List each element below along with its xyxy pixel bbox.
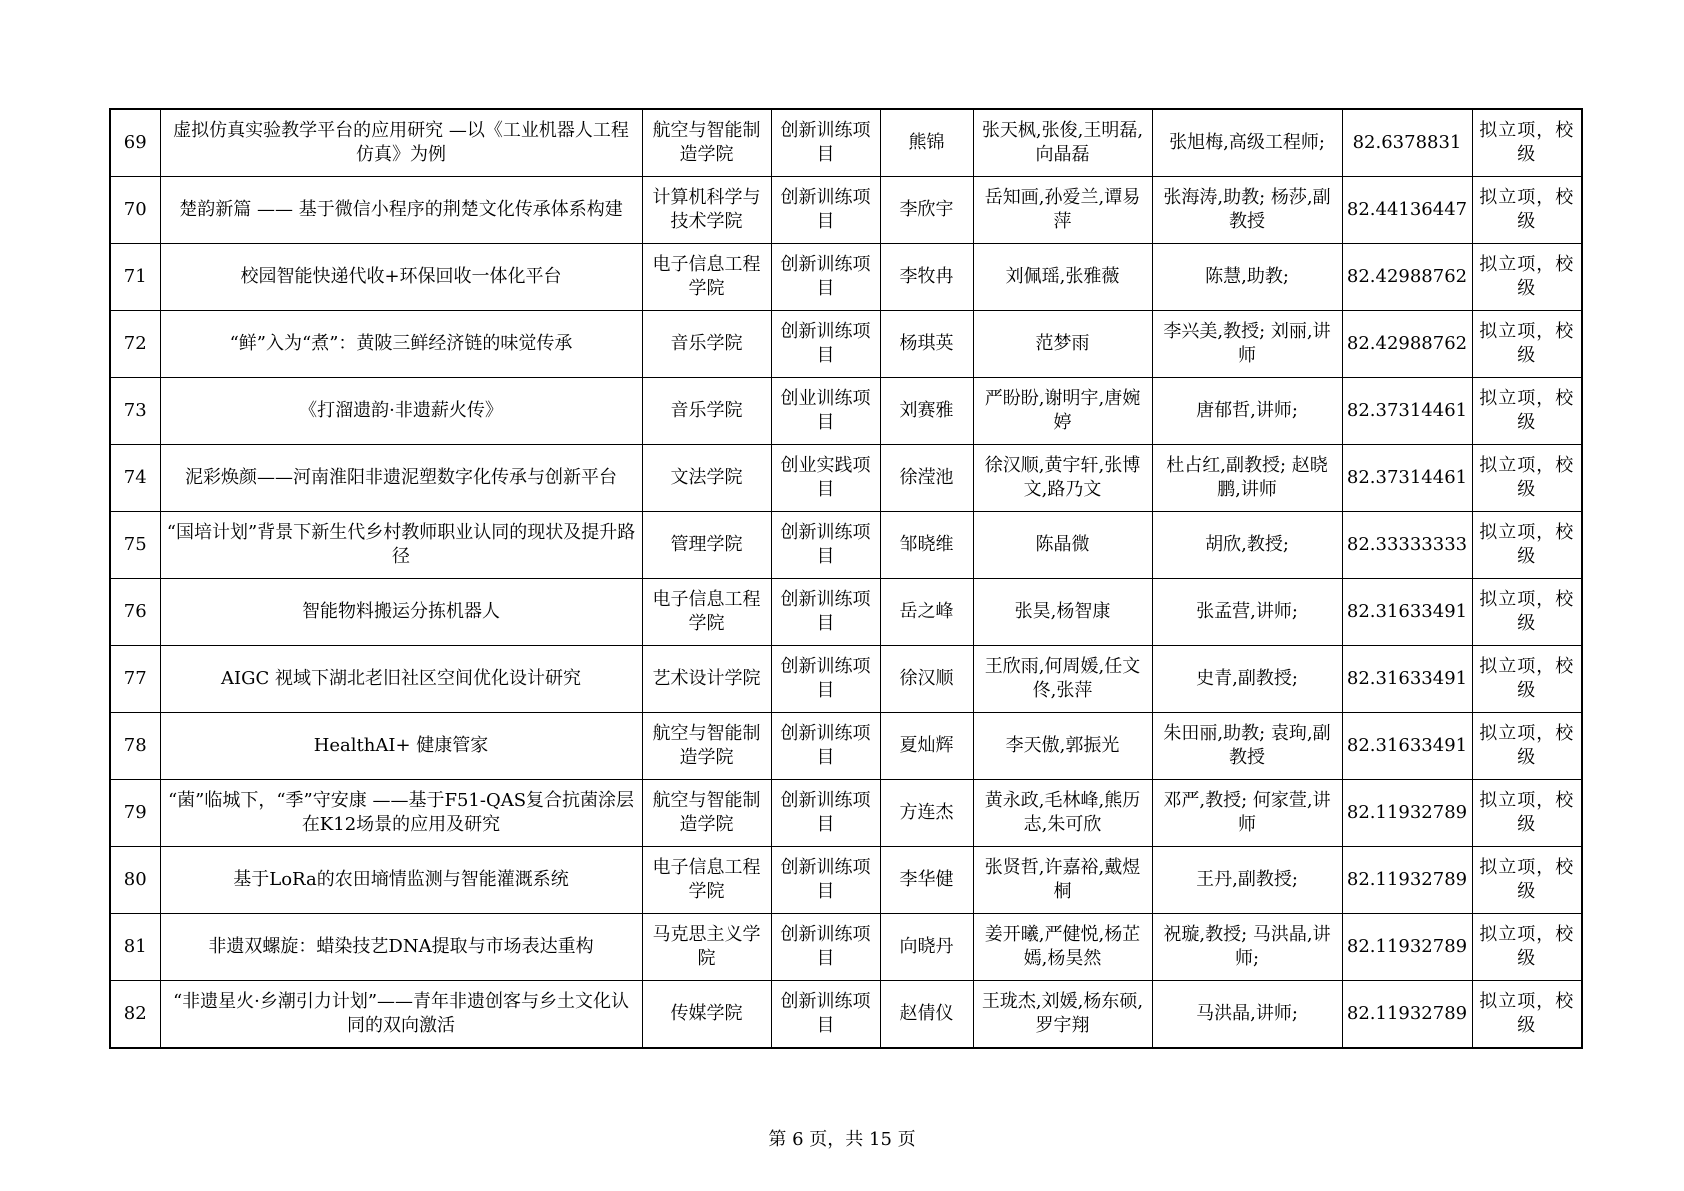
status-cell: 拟立项，校级 <box>1472 109 1582 177</box>
members-cell: 徐汉顺,黄宇轩,张博文,路乃文 <box>973 445 1152 512</box>
leader-cell: 赵倩仪 <box>880 981 973 1049</box>
project-title-cell: 泥彩焕颜——河南淮阳非遗泥塑数字化传承与创新平台 <box>160 445 642 512</box>
college-cell: 航空与智能制造学院 <box>642 109 771 177</box>
leader-cell: 岳之峰 <box>880 579 973 646</box>
table-row <box>110 713 1582 780</box>
project-type-cell: 创新训练项目 <box>771 646 880 713</box>
college-cell: 航空与智能制造学院 <box>642 780 771 847</box>
project-title-cell: 《打溜遗韵·非遗薪火传》 <box>160 378 642 445</box>
college-cell: 航空与智能制造学院 <box>642 713 771 780</box>
table-row <box>110 847 1582 914</box>
table-row <box>110 445 1582 512</box>
members-cell: 张贤哲,许嘉裕,戴煜桐 <box>973 847 1152 914</box>
advisor-cell: 祝璇,教授; 马洪晶,讲师; <box>1152 914 1342 981</box>
project-type-cell: 创业实践项目 <box>771 445 880 512</box>
leader-cell: 李牧冉 <box>880 244 973 311</box>
advisor-cell: 张旭梅,高级工程师; <box>1152 109 1342 177</box>
project-type-cell: 创新训练项目 <box>771 780 880 847</box>
row-number-cell: 72 <box>110 311 160 378</box>
members-cell: 王欣雨,何周媛,任文佟,张萍 <box>973 646 1152 713</box>
status-cell: 拟立项，校级 <box>1472 311 1582 378</box>
score-cell: 82.33333333 <box>1342 512 1472 579</box>
table-row <box>110 981 1582 1049</box>
score-cell: 82.31633491 <box>1342 646 1472 713</box>
advisor-cell: 唐郁哲,讲师; <box>1152 378 1342 445</box>
table-row <box>110 579 1582 646</box>
project-type-cell: 创新训练项目 <box>771 713 880 780</box>
college-cell: 计算机科学与技术学院 <box>642 177 771 244</box>
status-cell: 拟立项，校级 <box>1472 244 1582 311</box>
status-cell: 拟立项，校级 <box>1472 177 1582 244</box>
project-title-cell: 校园智能快递代收+环保回收一体化平台 <box>160 244 642 311</box>
table-row <box>110 780 1582 847</box>
advisor-cell: 李兴美,教授; 刘丽,讲师 <box>1152 311 1342 378</box>
project-title-cell: HealthAI+ 健康管家 <box>160 713 642 780</box>
score-cell: 82.31633491 <box>1342 713 1472 780</box>
college-cell: 音乐学院 <box>642 311 771 378</box>
table-row <box>110 244 1582 311</box>
leader-cell: 李欣宇 <box>880 177 973 244</box>
project-title-cell: 虚拟仿真实验教学平台的应用研究 —以《工业机器人工程仿真》为例 <box>160 109 642 177</box>
project-type-cell: 创新训练项目 <box>771 512 880 579</box>
project-table <box>109 108 1583 1049</box>
score-cell: 82.44136447 <box>1342 177 1472 244</box>
row-number-cell: 82 <box>110 981 160 1049</box>
leader-cell: 李华健 <box>880 847 973 914</box>
members-cell: 刘佩瑶,张雅薇 <box>973 244 1152 311</box>
status-cell: 拟立项，校级 <box>1472 981 1582 1049</box>
table-row <box>110 646 1582 713</box>
score-cell: 82.11932789 <box>1342 847 1472 914</box>
status-cell: 拟立项，校级 <box>1472 914 1582 981</box>
row-number-cell: 70 <box>110 177 160 244</box>
leader-cell: 徐滢池 <box>880 445 973 512</box>
status-cell: 拟立项，校级 <box>1472 847 1582 914</box>
row-number-cell: 81 <box>110 914 160 981</box>
table-row <box>110 109 1582 177</box>
members-cell: 陈晶微 <box>973 512 1152 579</box>
project-title-cell: 基于LoRa的农田墒情监测与智能灌溉系统 <box>160 847 642 914</box>
status-cell: 拟立项，校级 <box>1472 713 1582 780</box>
table-body <box>110 109 1582 1048</box>
advisor-cell: 陈慧,助教; <box>1152 244 1342 311</box>
members-cell: 范梦雨 <box>973 311 1152 378</box>
project-title-cell: 非遗双螺旋：蜡染技艺DNA提取与市场表达重构 <box>160 914 642 981</box>
leader-cell: 邹晓维 <box>880 512 973 579</box>
status-cell: 拟立项，校级 <box>1472 378 1582 445</box>
leader-cell: 刘赛雅 <box>880 378 973 445</box>
college-cell: 电子信息工程学院 <box>642 244 771 311</box>
score-cell: 82.31633491 <box>1342 579 1472 646</box>
row-number-cell: 80 <box>110 847 160 914</box>
college-cell: 音乐学院 <box>642 378 771 445</box>
project-title-cell: 楚韵新篇 —— 基于微信小程序的荆楚文化传承体系构建 <box>160 177 642 244</box>
project-type-cell: 创新训练项目 <box>771 244 880 311</box>
advisor-cell: 胡欣,教授; <box>1152 512 1342 579</box>
row-number-cell: 77 <box>110 646 160 713</box>
members-cell: 姜开曦,严健悦,杨芷嫣,杨昊然 <box>973 914 1152 981</box>
college-cell: 文法学院 <box>642 445 771 512</box>
advisor-cell: 邓严,教授; 何家萱,讲师 <box>1152 780 1342 847</box>
project-title-cell: “鲜”入为“煮”：黄陂三鲜经济链的味觉传承 <box>160 311 642 378</box>
score-cell: 82.6378831 <box>1342 109 1472 177</box>
score-cell: 82.37314461 <box>1342 445 1472 512</box>
advisor-cell: 朱田丽,助教; 袁珣,副教授 <box>1152 713 1342 780</box>
row-number-cell: 78 <box>110 713 160 780</box>
status-cell: 拟立项，校级 <box>1472 512 1582 579</box>
score-cell: 82.42988762 <box>1342 244 1472 311</box>
project-type-cell: 创新训练项目 <box>771 981 880 1049</box>
members-cell: 黄永政,毛林峰,熊历志,朱可欣 <box>973 780 1152 847</box>
project-type-cell: 创新训练项目 <box>771 177 880 244</box>
advisor-cell: 马洪晶,讲师; <box>1152 981 1342 1049</box>
members-cell: 李天傲,郭振光 <box>973 713 1152 780</box>
project-title-cell: “非遗星火·乡潮引力计划”——青年非遗创客与乡土文化认同的双向激活 <box>160 981 642 1049</box>
members-cell: 张天枫,张俊,王明磊,向晶磊 <box>973 109 1152 177</box>
members-cell: 王珑杰,刘媛,杨东硕,罗宇翔 <box>973 981 1152 1049</box>
members-cell: 张昊,杨智康 <box>973 579 1152 646</box>
college-cell: 马克思主义学院 <box>642 914 771 981</box>
status-cell: 拟立项，校级 <box>1472 646 1582 713</box>
advisor-cell: 张孟营,讲师; <box>1152 579 1342 646</box>
college-cell: 管理学院 <box>642 512 771 579</box>
row-number-cell: 76 <box>110 579 160 646</box>
leader-cell: 杨琪英 <box>880 311 973 378</box>
row-number-cell: 71 <box>110 244 160 311</box>
score-cell: 82.37314461 <box>1342 378 1472 445</box>
score-cell: 82.11932789 <box>1342 914 1472 981</box>
project-type-cell: 创新训练项目 <box>771 311 880 378</box>
project-type-cell: 创业训练项目 <box>771 378 880 445</box>
advisor-cell: 王丹,副教授; <box>1152 847 1342 914</box>
table-row <box>110 177 1582 244</box>
table-row <box>110 311 1582 378</box>
project-title-cell: AIGC 视域下湖北老旧社区空间优化设计研究 <box>160 646 642 713</box>
row-number-cell: 73 <box>110 378 160 445</box>
leader-cell: 方连杰 <box>880 780 973 847</box>
table-row <box>110 378 1582 445</box>
leader-cell: 夏灿辉 <box>880 713 973 780</box>
members-cell: 严盼盼,谢明宇,唐婉婷 <box>973 378 1152 445</box>
college-cell: 传媒学院 <box>642 981 771 1049</box>
status-cell: 拟立项，校级 <box>1472 445 1582 512</box>
project-title-cell: 智能物料搬运分拣机器人 <box>160 579 642 646</box>
score-cell: 82.11932789 <box>1342 981 1472 1049</box>
project-type-cell: 创新训练项目 <box>771 914 880 981</box>
row-number-cell: 79 <box>110 780 160 847</box>
project-title-cell: “国培计划”背景下新生代乡村教师职业认同的现状及提升路径 <box>160 512 642 579</box>
advisor-cell: 张海涛,助教; 杨莎,副教授 <box>1152 177 1342 244</box>
score-cell: 82.11932789 <box>1342 780 1472 847</box>
status-cell: 拟立项，校级 <box>1472 579 1582 646</box>
row-number-cell: 75 <box>110 512 160 579</box>
advisor-cell: 史青,副教授; <box>1152 646 1342 713</box>
college-cell: 电子信息工程学院 <box>642 847 771 914</box>
score-cell: 82.42988762 <box>1342 311 1472 378</box>
status-cell: 拟立项，校级 <box>1472 780 1582 847</box>
advisor-cell: 杜占红,副教授; 赵晓鹏,讲师 <box>1152 445 1342 512</box>
row-number-cell: 74 <box>110 445 160 512</box>
project-title-cell: “菌”临城下，“季”守安康 ——基于F51-QAS复合抗菌涂层在K12场景的应用及研究 <box>160 780 642 847</box>
table-row <box>110 914 1582 981</box>
leader-cell: 徐汉顺 <box>880 646 973 713</box>
leader-cell: 向晓丹 <box>880 914 973 981</box>
project-type-cell: 创新训练项目 <box>771 579 880 646</box>
college-cell: 艺术设计学院 <box>642 646 771 713</box>
leader-cell: 熊锦 <box>880 109 973 177</box>
row-number-cell: 69 <box>110 109 160 177</box>
members-cell: 岳知画,孙爱兰,谭易萍 <box>973 177 1152 244</box>
page-footer: 第 6 页，共 15 页 <box>768 1129 916 1150</box>
table-row <box>110 512 1582 579</box>
project-type-cell: 创新训练项目 <box>771 847 880 914</box>
project-type-cell: 创新训练项目 <box>771 109 880 177</box>
college-cell: 电子信息工程学院 <box>642 579 771 646</box>
